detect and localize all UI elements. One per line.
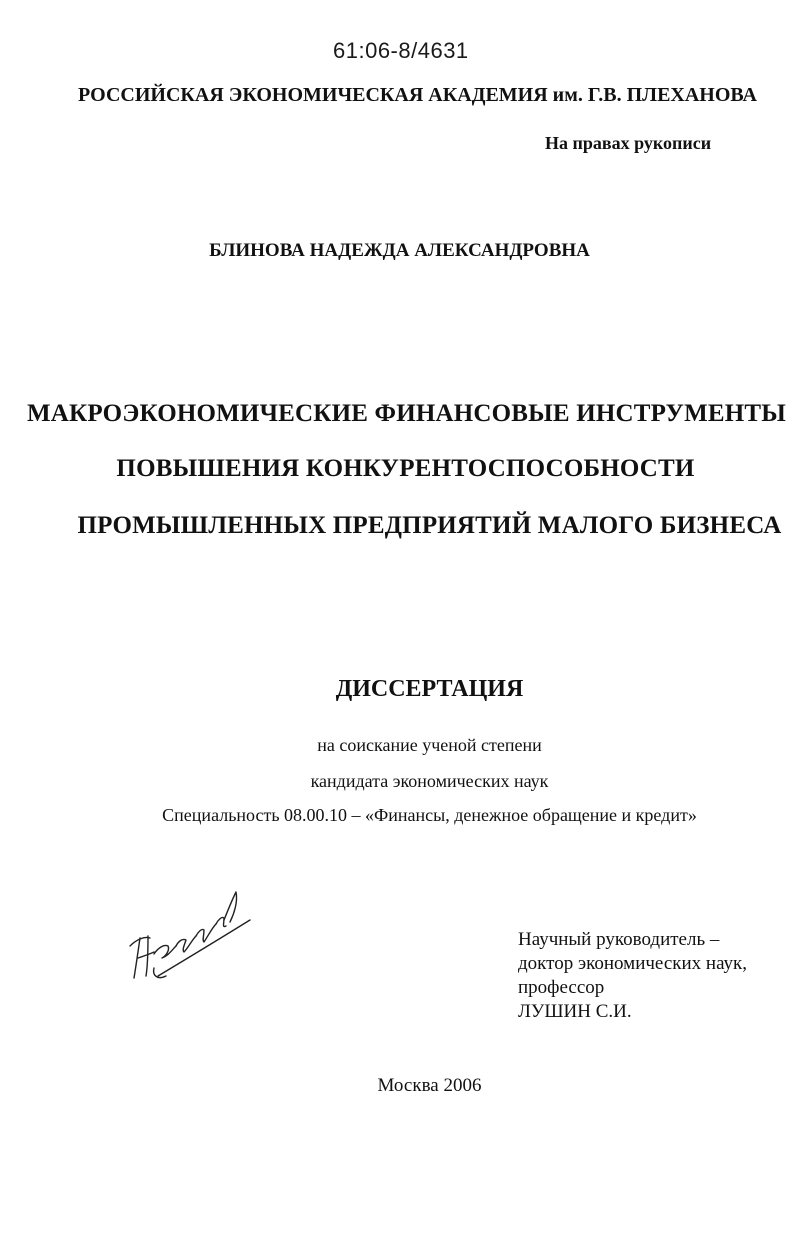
archive-stamp-number: 61:06-8/4631 — [333, 38, 469, 63]
supervisor-block — [518, 928, 747, 1024]
title-line: ПРОМЫШЛЕННЫХ ПРЕДПРИЯТИЙ МАЛОГО БИЗНЕСА — [77, 512, 782, 539]
city-year: Москва 2006 — [377, 1075, 482, 1096]
degree-line: кандидата экономических наук — [310, 771, 549, 791]
supervisor-degree: доктор экономических наук, — [518, 953, 748, 974]
specialty-line: Специальность 08.00.10 – «Финансы, денежное обращение и кредит» — [162, 805, 697, 825]
title-line: МАКРОЭКОНОМИЧЕСКИЕ ФИНАНСОВЫЕ ИНСТРУМЕНТЫ — [26, 400, 787, 427]
handwritten-signature — [118, 880, 268, 990]
document-type: ДИССЕРТАЦИЯ — [335, 676, 524, 702]
supervisor-rank: профессор — [518, 977, 605, 998]
academy-name: РОССИЙСКАЯ ЭКОНОМИЧЕСКАЯ АКАДЕМИЯ им. Г.В. ПЛЕХАНОВА — [78, 84, 757, 106]
degree-line: на соискание ученой степени — [317, 735, 542, 755]
supervisor-name: ЛУШИН С.И. — [518, 1001, 632, 1022]
rights-notice: На правах рукописи — [545, 133, 712, 153]
title-line: ПОВЫШЕНИЯ КОНКУРЕНТОСПОСОБНОСТИ — [116, 455, 695, 482]
author-name: БЛИНОВА НАДЕЖДА АЛЕКСАНДРОВНА — [209, 240, 590, 261]
supervisor-role: Научный руководитель – — [518, 929, 720, 950]
